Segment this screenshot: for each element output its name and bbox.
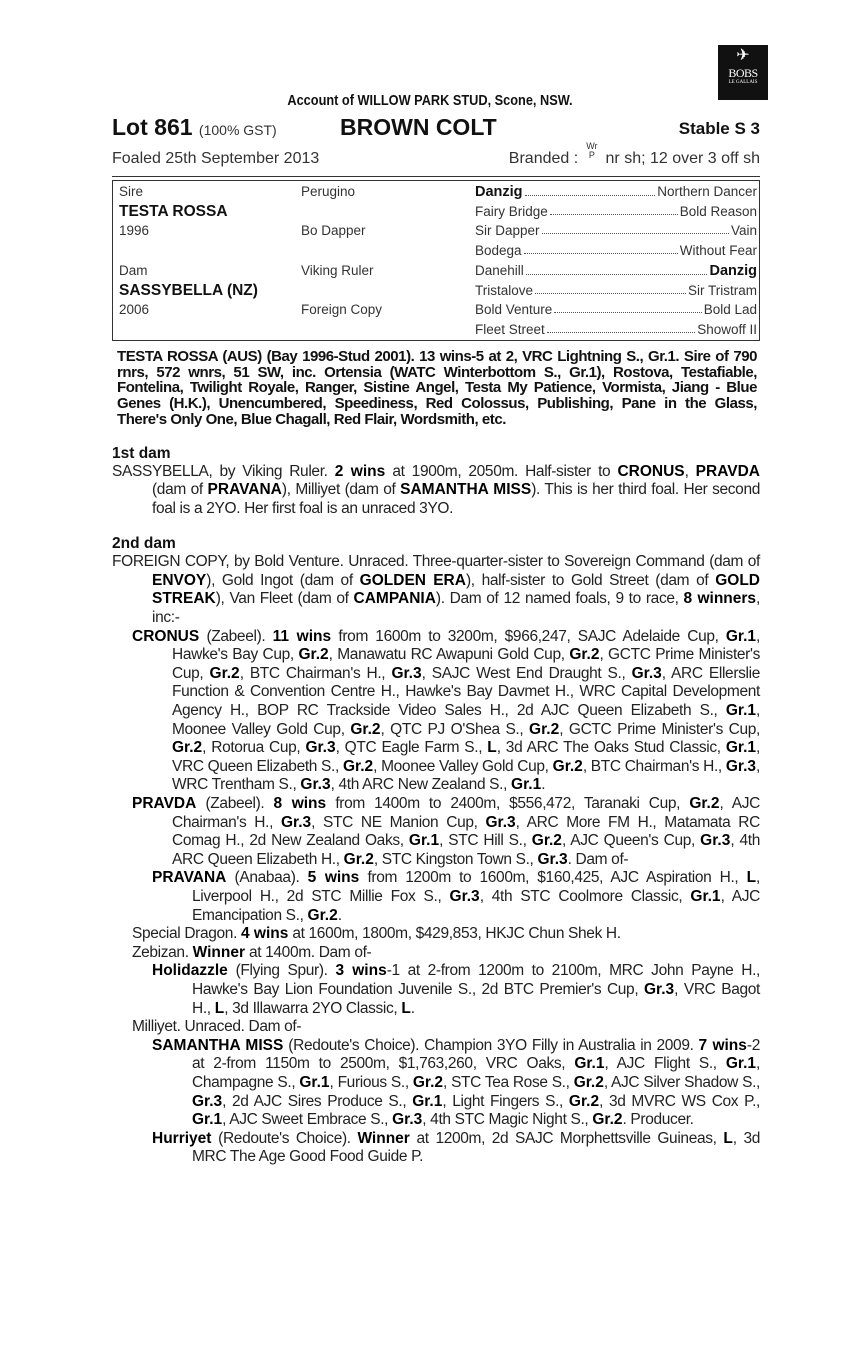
bold-text: GOLD STREAK xyxy=(152,571,760,608)
great-grandparent: Sir Tristram xyxy=(688,282,757,298)
text-segment: , ARC Ellerslie Function & Convention Centre H., Hawke's Bay Davmet H., WRC Capital Development Agency H., BOP RC Trackside Video Sales H., 2d AJC Queen Elizabeth S., xyxy=(172,664,761,720)
grandparent: Fleet Street xyxy=(475,321,545,337)
great-grandparent: Bold Reason xyxy=(679,203,757,219)
horse-rider-icon: ✈ xyxy=(736,47,750,64)
bold-text: Gr.2 xyxy=(209,664,240,682)
text-segment: , 4th ARC New Zealand S., xyxy=(330,776,512,794)
produce-entry xyxy=(112,925,760,944)
bold-text: Gr.2 xyxy=(298,646,329,664)
bold-text: L xyxy=(487,739,497,757)
bold-text: Gr.3 xyxy=(631,664,662,682)
bold-text: Gr.3 xyxy=(392,1111,423,1129)
text-segment: (Anabaa). xyxy=(226,869,308,887)
pedigree-col1: SASSYBELLA (NZ) xyxy=(119,281,258,299)
bold-text: Gr.2 xyxy=(412,1073,444,1091)
produce-entry xyxy=(112,795,760,869)
bold-text: CRONUS xyxy=(617,462,685,480)
text-segment: , BTC Chairman's H., xyxy=(239,664,392,682)
text-segment: ), half-sister to Gold Street (dam of xyxy=(465,571,716,589)
text-segment: , Manawatu RC Awapuni Gold Cup, xyxy=(328,646,570,664)
bold-text: L xyxy=(401,999,411,1017)
grandparent: Sir Dapper xyxy=(475,223,540,239)
text-segment: Milliyet. Unraced. Dam of- xyxy=(132,1018,302,1036)
text-segment: , 4th STC Magic Night S., xyxy=(422,1111,593,1129)
pedigree-col1: Dam xyxy=(119,262,148,278)
bold-text: L xyxy=(214,999,225,1017)
bold-text: Gr.2 xyxy=(552,757,583,775)
text-segment: , Rotorua Cup, xyxy=(202,739,306,757)
text-segment: , Furious S., xyxy=(329,1073,413,1091)
grandparent: Bodega xyxy=(475,243,522,259)
bold-text: Hurriyet xyxy=(152,1129,212,1147)
bold-text: Gr.1 xyxy=(690,887,721,905)
text-segment: , xyxy=(684,462,696,480)
bold-text: Gr.2 xyxy=(531,832,562,850)
bold-text: PRAVDA xyxy=(695,462,760,480)
bold-text: CAMPANIA xyxy=(353,590,436,608)
text-segment: . Dam of- xyxy=(567,850,629,868)
bold-text: Gr.1 xyxy=(299,1073,330,1091)
bold-text: 5 wins xyxy=(307,869,360,887)
grandparent: Danzig xyxy=(475,184,523,200)
bold-text: Holidazzle xyxy=(152,962,228,980)
bold-text: Gr.1 xyxy=(725,1055,757,1073)
text-segment: , VRC Queen Elizabeth S., xyxy=(172,739,760,775)
text-segment: ), Van Fleet (dam of xyxy=(215,590,354,608)
text-segment: FOREIGN COPY, by Bold Venture. Unraced. Three-quarter-sister to Sovereign Command (dam of xyxy=(112,553,760,571)
text-segment: , SAJC West End Draught S., xyxy=(421,664,632,682)
grandparent: Tristalove xyxy=(475,282,534,298)
bold-text: Gr.2 xyxy=(689,795,720,813)
text-segment: , 3d Illawarra 2YO Classic, xyxy=(224,999,402,1017)
bold-text: Gr.1 xyxy=(725,702,757,720)
lot-label: Lot 861 xyxy=(112,114,193,140)
text-segment: , STC Kingston Town S., xyxy=(373,850,538,868)
text-segment: , AJC Silver Shadow S., xyxy=(603,1073,760,1091)
first-dam-text xyxy=(112,463,760,519)
bold-text: Gr.3 xyxy=(300,776,331,794)
produce-entry xyxy=(112,553,760,627)
text-segment: , WRC Trentham S., xyxy=(172,757,760,794)
text-segment: , 2d AJC Sires Produce S., xyxy=(222,1092,413,1110)
text-segment: , 3d MRC The Age Good Food Guide P. xyxy=(192,1129,760,1166)
catalogue-body xyxy=(112,0,760,1207)
text-segment: Zebizan. xyxy=(132,943,193,961)
bold-text: SAMANTHA MISS xyxy=(400,481,532,499)
second-dam-section xyxy=(112,553,760,1167)
text-segment: (Zabeel). xyxy=(199,627,273,645)
bold-text: PRAVDA xyxy=(132,795,197,813)
bold-text: Gr.3 xyxy=(644,980,675,998)
pedigree-col1: Sire xyxy=(119,184,144,199)
text-segment: , STC Hill S., xyxy=(439,832,532,850)
text-segment: from 1600m to 3200m, $966,247, SAJC Adelaide Cup, xyxy=(331,627,726,645)
text-segment: -2 at 2-from 1150m to 2500m, $1,763,260, VRC Oaks, xyxy=(192,1036,760,1073)
grandparent: Bold Venture xyxy=(475,302,553,318)
text-segment: . xyxy=(410,999,415,1017)
great-grandparent: Showoff II xyxy=(697,321,757,337)
bold-text: Gr.2 xyxy=(529,720,560,738)
text-segment: , Champagne S., xyxy=(192,1055,760,1091)
bold-text: Gr.3 xyxy=(485,813,516,831)
text-segment: . xyxy=(337,906,342,924)
text-segment: , Hawke's Bay Cup, xyxy=(172,627,760,664)
text-segment: , Liverpool H., 2d STC Millie Fox S., xyxy=(192,869,760,905)
bold-text: Gr.3 xyxy=(192,1092,223,1110)
bold-text: Winner xyxy=(192,943,245,961)
pedigree-col1: 1996 xyxy=(119,223,150,239)
text-segment: Special Dragon. xyxy=(132,925,241,943)
text-segment: , inc:- xyxy=(152,590,760,627)
great-grandparent: Without Fear xyxy=(679,243,757,259)
bold-text: Gr.2 xyxy=(569,646,600,664)
text-segment: , AJC Flight S., xyxy=(604,1055,726,1073)
bold-text: Gr.1 xyxy=(574,1055,605,1073)
text-segment: , ARC More FM H., Matamata RC Comag H., 2d New Zealand Oaks, xyxy=(172,813,760,850)
bold-text: Gr.2 xyxy=(342,757,374,775)
pedigree-col2: Foreign Copy xyxy=(301,302,383,318)
bold-text: L xyxy=(723,1129,733,1147)
brand-bottom: P xyxy=(588,150,595,160)
text-segment: , AJC Emancipation S., xyxy=(192,887,760,924)
text-segment: SASSYBELLA, by Viking Ruler. xyxy=(112,462,335,480)
text-segment: , AJC Sweet Embrace S., xyxy=(222,1111,393,1129)
bold-text: L xyxy=(746,869,757,887)
text-segment: , QTC PJ O'Shea S., xyxy=(380,720,530,738)
text-segment: at 1900m, 2050m. Half-sister to xyxy=(385,462,618,480)
bold-text: Gr.2 xyxy=(568,1092,600,1110)
text-segment: , GCTC Prime Minister's Cup, xyxy=(172,646,761,682)
bold-text: Gr.2 xyxy=(172,739,203,757)
bold-text: PRAVANA xyxy=(152,869,227,887)
text-segment: (Redoute's Choice). xyxy=(211,1129,358,1147)
produce-entry xyxy=(112,1037,760,1130)
bold-text: GOLDEN ERA xyxy=(359,571,466,589)
first-dam-heading: 1st dam xyxy=(112,444,171,462)
text-segment: (Flying Spur). xyxy=(227,962,336,980)
gst-note: (100% GST) xyxy=(198,122,277,138)
text-segment: at 1600m, 1800m, $429,853, HKJC Chun Shek H. xyxy=(288,925,621,943)
text-segment: , Moonee Valley Gold Cup, xyxy=(172,702,760,738)
bold-text: 8 winners xyxy=(683,590,757,608)
horse-title: BROWN COLT xyxy=(340,114,497,140)
text-segment: . Producer. xyxy=(622,1111,694,1129)
pedigree-col1: TESTA ROSSA xyxy=(119,202,228,220)
text-segment: , QTC Eagle Farm S., xyxy=(335,739,488,757)
bold-text: Gr.3 xyxy=(700,832,731,850)
bold-text: 4 wins xyxy=(241,925,289,943)
text-segment: , 3d ARC The Oaks Stud Classic, xyxy=(496,739,726,757)
bold-text: Gr.2 xyxy=(307,906,338,924)
text-segment: (Zabeel). xyxy=(196,795,274,813)
pedigree-col2: Viking Ruler xyxy=(301,262,374,278)
second-dam-heading: 2nd dam xyxy=(112,535,176,553)
bold-text: 7 wins xyxy=(698,1036,747,1054)
bold-text: SAMANTHA MISS xyxy=(152,1036,284,1054)
text-segment: , BTC Chairman's H., xyxy=(582,757,726,775)
text-segment: , 3d MVRC WS Cox P., xyxy=(599,1092,761,1110)
bold-text: ENVOY xyxy=(152,571,207,589)
bold-text: 2 wins xyxy=(334,462,386,480)
text-segment: from 1400m to 2400m, $556,472, Taranaki Cup, xyxy=(326,795,690,813)
great-grandparent: Vain xyxy=(730,223,757,239)
pedigree-col2: Bo Dapper xyxy=(301,223,366,239)
bold-text: 11 wins xyxy=(272,627,332,645)
brand-top: Wr xyxy=(586,141,598,151)
bold-text: Gr.2 xyxy=(343,850,374,868)
text-segment: , 4th ARC Queen Elizabeth H., xyxy=(172,832,760,868)
text-segment: , AJC Queen's Cup, xyxy=(561,832,701,850)
text-segment: ), Gold Ingot (dam of xyxy=(206,571,360,589)
text-segment: , AJC Chairman's H., xyxy=(172,795,760,831)
text-segment: , Moonee Valley Gold Cup, xyxy=(373,757,553,775)
produce-entry xyxy=(112,869,760,925)
text-segment: (Redoute's Choice). Champion 3YO Filly in Australia in 2009. xyxy=(283,1036,699,1054)
produce-entry xyxy=(112,1130,760,1167)
bold-text: Gr.2 xyxy=(573,1073,604,1091)
produce-entry xyxy=(112,962,760,1018)
branded-label: Branded : xyxy=(508,150,579,167)
text-segment: , STC NE Manion Cup, xyxy=(311,813,486,831)
bold-text: Gr.1 xyxy=(511,776,542,794)
text-segment: , STC Tea Rose S., xyxy=(443,1073,574,1091)
bold-text: Gr.3 xyxy=(449,887,480,905)
text-segment: at 1400m. Dam of- xyxy=(245,943,372,961)
great-grandparent: Bold Lad xyxy=(703,302,757,318)
great-grandparent: Danzig xyxy=(709,262,757,279)
text-segment: from 1200m to 1600m, $160,425, AJC Aspiration H., xyxy=(359,869,747,887)
bold-text: 3 wins xyxy=(335,962,387,980)
bold-text: Gr.1 xyxy=(725,627,757,645)
bold-text: Gr.3 xyxy=(280,813,312,831)
text-segment: ). Dam of 12 named foals, 9 to race, xyxy=(435,590,684,608)
bold-text: Gr.1 xyxy=(408,832,440,850)
text-segment: . xyxy=(541,776,546,794)
bold-text: Gr.3 xyxy=(725,757,757,775)
pedigree-col1: 2006 xyxy=(119,302,150,318)
text-segment: (dam of xyxy=(152,481,208,499)
logo-text: BOBS xyxy=(728,66,758,80)
vendor-account: Account of WILLOW PARK STUD, Scone, NSW. xyxy=(287,92,573,109)
foaled-date: Foaled 25th September 2013 xyxy=(112,150,320,167)
bold-text: PRAVANA xyxy=(207,481,282,499)
bold-text: Gr.3 xyxy=(537,850,568,868)
bold-text: Gr.1 xyxy=(412,1092,443,1110)
bold-text: Winner xyxy=(357,1129,410,1147)
bold-text: Gr.2 xyxy=(592,1111,623,1129)
logo-subtext: LE GALLAIS xyxy=(728,80,758,85)
great-grandparent: Northern Dancer xyxy=(657,184,757,199)
bold-text: CRONUS xyxy=(132,627,200,645)
text-segment: , Light Fingers S., xyxy=(442,1092,569,1110)
grandparent: Fairy Bridge xyxy=(475,203,548,219)
text-segment: ). This is her third foal. Her second foal is a 2YO. Her first foal is an unraced 3YO. xyxy=(152,481,760,517)
grandparent: Danehill xyxy=(475,262,524,278)
produce-entry xyxy=(112,628,760,795)
bold-text: Gr.3 xyxy=(391,664,422,682)
text-segment: ), Milliyet (dam of xyxy=(281,481,401,499)
text-segment: , 4th STC Coolmore Classic, xyxy=(479,887,691,905)
sire-summary: TESTA ROSSA (AUS) (Bay 1996-Stud 2001). 13 wins-5 at 2, VRC Lightning S., Gr.1. Sire of 790 rnrs, 572 wnrs, 51 SW, inc. Ortensia (WATC Winterbottom S., Gr.1), Rostova, Testafiable, Fontelina, Twilight Royale, Ranger, Sistine Angel, Testa My Patience, Vormista, Jiang - Blue Genes (H.K.), Unencumbered, Speediness, Red Colossus, Publishing, Pane in the Glass, There's Only One, Blue Chagall, Red Flair, Wordsmith, etc. xyxy=(117,348,757,428)
bold-text: Gr.1 xyxy=(192,1111,223,1129)
bold-text: Gr.3 xyxy=(305,739,336,757)
bold-text: Gr.2 xyxy=(350,720,381,738)
stable-location: Stable S 3 xyxy=(678,119,760,138)
text-segment: , VRC Bagot H., xyxy=(192,980,760,1017)
text-segment: -1 at 2-from 1200m to 2100m, MRC John Payne H., Hawke's Bay Lion Foundation Juvenile S., 2d BTC Premier's Cup, xyxy=(192,962,760,998)
pedigree-col2: Perugino xyxy=(301,184,356,199)
first-dam-section xyxy=(112,463,760,519)
brand-description: nr sh; 12 over 3 off sh xyxy=(605,150,760,167)
bold-text: 8 wins xyxy=(273,795,327,813)
text-segment: at 1200m, 2d SAJC Morphettsville Guineas, xyxy=(409,1129,724,1147)
text-segment: , GCTC Prime Minister's Cup, xyxy=(559,720,761,738)
produce-entry xyxy=(112,1018,760,1037)
produce-entry xyxy=(112,944,760,963)
bold-text: Gr.1 xyxy=(725,739,757,757)
